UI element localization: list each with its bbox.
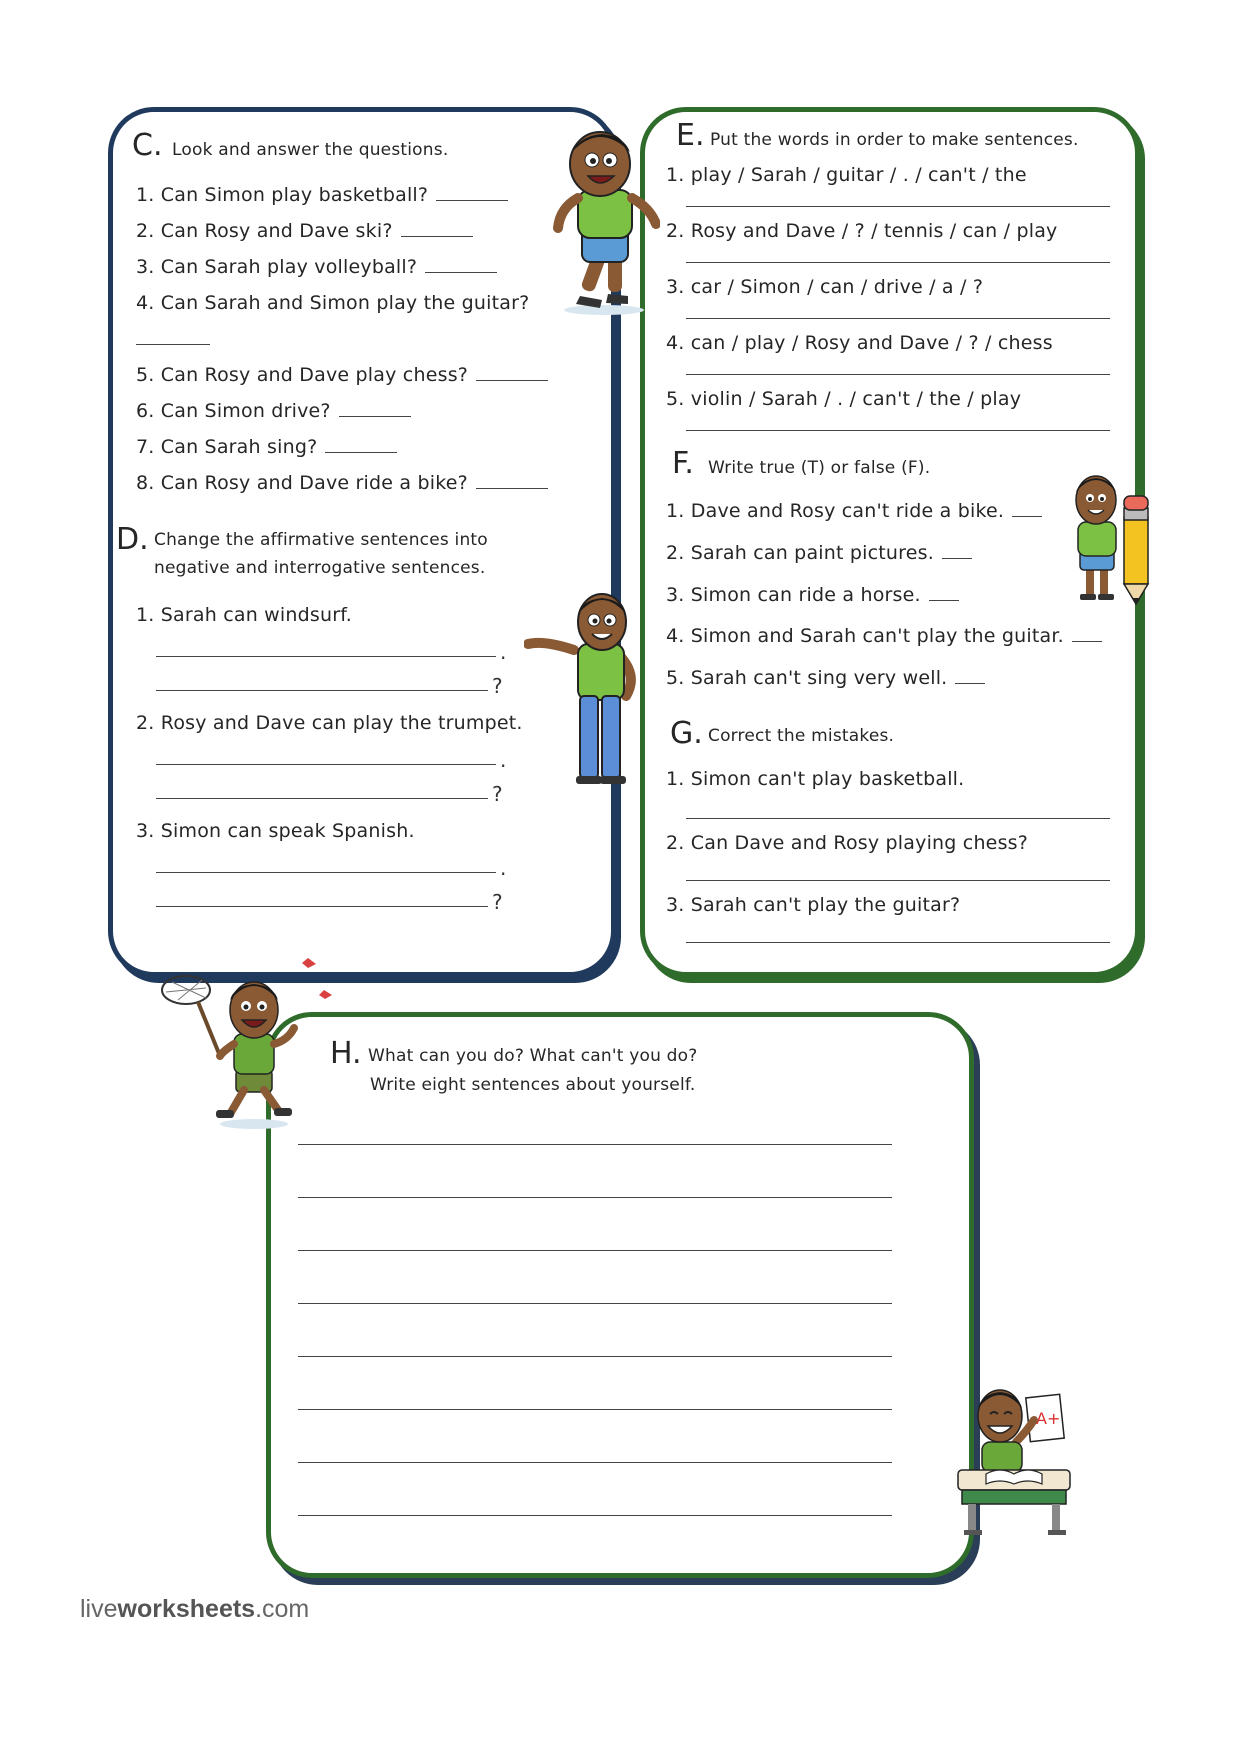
answer-blank[interactable] (476, 366, 548, 381)
section-d-title-line2: negative and interrogative sentences. (154, 558, 486, 578)
answer-line-question[interactable] (156, 906, 488, 907)
answer-blank[interactable] (136, 344, 210, 345)
mistake-g1: 1. Simon can't play basketball. (666, 768, 965, 790)
section-h-panel (266, 1012, 974, 1578)
section-e-letter: E. (676, 118, 705, 153)
true-false-blank[interactable] (1012, 502, 1042, 517)
boy-with-pencil-illustration (1060, 470, 1160, 610)
scrambled-e2: 2. Rosy and Dave / ? / tennis / can / play (666, 220, 1058, 242)
section-g-title: Correct the mistakes. (708, 726, 895, 746)
statement-f4: 4. Simon and Sarah can't play the guitar. (666, 625, 1102, 647)
section-f-title: Write true (T) or false (F). (708, 458, 931, 478)
scrambled-e3: 3. car / Simon / can / drive / a / ? (666, 276, 984, 298)
answer-line-negative[interactable] (156, 656, 496, 657)
question-c5: 5. Can Rosy and Dave play chess? (136, 364, 548, 386)
liveworksheets-logo[interactable]: liveworksheets.com (80, 1595, 310, 1623)
section-h-letter: H. (330, 1036, 362, 1071)
answer-line-negative[interactable] (156, 872, 496, 873)
question-c8: 8. Can Rosy and Dave ride a bike? (136, 472, 548, 494)
answer-blank[interactable] (325, 438, 397, 453)
statement-f1: 1. Dave and Rosy can't ride a bike. (666, 500, 1042, 522)
sentence-d1: 1. Sarah can windsurf. (136, 604, 352, 626)
section-c-title: Look and answer the questions. (172, 140, 449, 160)
answer-blank[interactable] (401, 222, 473, 237)
question-c4: 4. Can Sarah and Simon play the guitar? (136, 292, 530, 314)
answer-line[interactable] (686, 818, 1110, 819)
true-false-blank[interactable] (942, 544, 972, 559)
answer-line[interactable] (686, 374, 1110, 375)
answer-line[interactable] (686, 430, 1110, 431)
writing-line[interactable] (298, 1303, 892, 1304)
question-c2: 2. Can Rosy and Dave ski? (136, 220, 473, 242)
true-false-blank[interactable] (1072, 627, 1102, 642)
answer-blank[interactable] (425, 258, 497, 273)
question-c6: 6. Can Simon drive? (136, 400, 411, 422)
scrambled-e1: 1. play / Sarah / guitar / . / can't / the (666, 164, 1027, 186)
answer-blank[interactable] (476, 474, 548, 489)
writing-line[interactable] (298, 1515, 892, 1516)
true-false-blank[interactable] (929, 586, 959, 601)
writing-line[interactable] (298, 1409, 892, 1410)
mistake-g2: 2. Can Dave and Rosy playing chess? (666, 832, 1029, 854)
section-g-letter: G. (670, 716, 703, 751)
section-f-letter: F. (672, 446, 694, 481)
scrambled-e5: 5. violin / Sarah / . / can't / the / play (666, 388, 1022, 410)
sentence-d3: 3. Simon can speak Spanish. (136, 820, 415, 842)
statement-f2: 2. Sarah can paint pictures. (666, 542, 972, 564)
question-mark: ? (492, 782, 503, 806)
writing-line[interactable] (298, 1462, 892, 1463)
answer-line[interactable] (686, 206, 1110, 207)
writing-line[interactable] (298, 1197, 892, 1198)
section-c-letter: C. (132, 128, 163, 163)
answer-line-question[interactable] (156, 798, 488, 799)
writing-line[interactable] (298, 1144, 892, 1145)
question-mark: ? (492, 890, 503, 914)
scrambled-e4: 4. can / play / Rosy and Dave / ? / chess (666, 332, 1053, 354)
period-mark: . (500, 748, 507, 772)
boy-with-butterfly-net-illustration (158, 952, 338, 1132)
statement-f3: 3. Simon can ride a horse. (666, 584, 959, 606)
question-c7: 7. Can Sarah sing? (136, 436, 397, 458)
question-c1: 1. Can Simon play basketball? (136, 184, 508, 206)
question-mark: ? (492, 674, 503, 698)
pointing-boy-illustration (524, 592, 654, 792)
writing-line[interactable] (298, 1356, 892, 1357)
question-c3: 3. Can Sarah play volleyball? (136, 256, 497, 278)
section-e-title: Put the words in order to make sentences. (710, 130, 1079, 150)
statement-f5: 5. Sarah can't sing very well. (666, 667, 985, 689)
section-d-title-line1: Change the affirmative sentences into (154, 530, 488, 550)
answer-line-question[interactable] (156, 690, 488, 691)
answer-blank[interactable] (339, 402, 411, 417)
answer-line[interactable] (686, 880, 1110, 881)
boy-at-desk-illustration (952, 1376, 1082, 1556)
answer-line[interactable] (686, 942, 1110, 943)
section-d-letter: D. (116, 522, 149, 557)
answer-blank[interactable] (436, 186, 508, 201)
writing-line[interactable] (298, 1250, 892, 1251)
true-false-blank[interactable] (955, 669, 985, 684)
period-mark: . (500, 640, 507, 664)
sentence-d2: 2. Rosy and Dave can play the trumpet. (136, 712, 523, 734)
walking-boy-illustration (548, 128, 660, 318)
period-mark: . (500, 856, 507, 880)
grade-card-text: A+ (1036, 1409, 1061, 1428)
answer-line[interactable] (686, 318, 1110, 319)
section-h-title-line1: What can you do? What can't you do? (368, 1046, 698, 1066)
section-h-title-line2: Write eight sentences about yourself. (370, 1075, 696, 1095)
mistake-g3: 3. Sarah can't play the guitar? (666, 894, 961, 916)
answer-line-negative[interactable] (156, 764, 496, 765)
answer-line[interactable] (686, 262, 1110, 263)
